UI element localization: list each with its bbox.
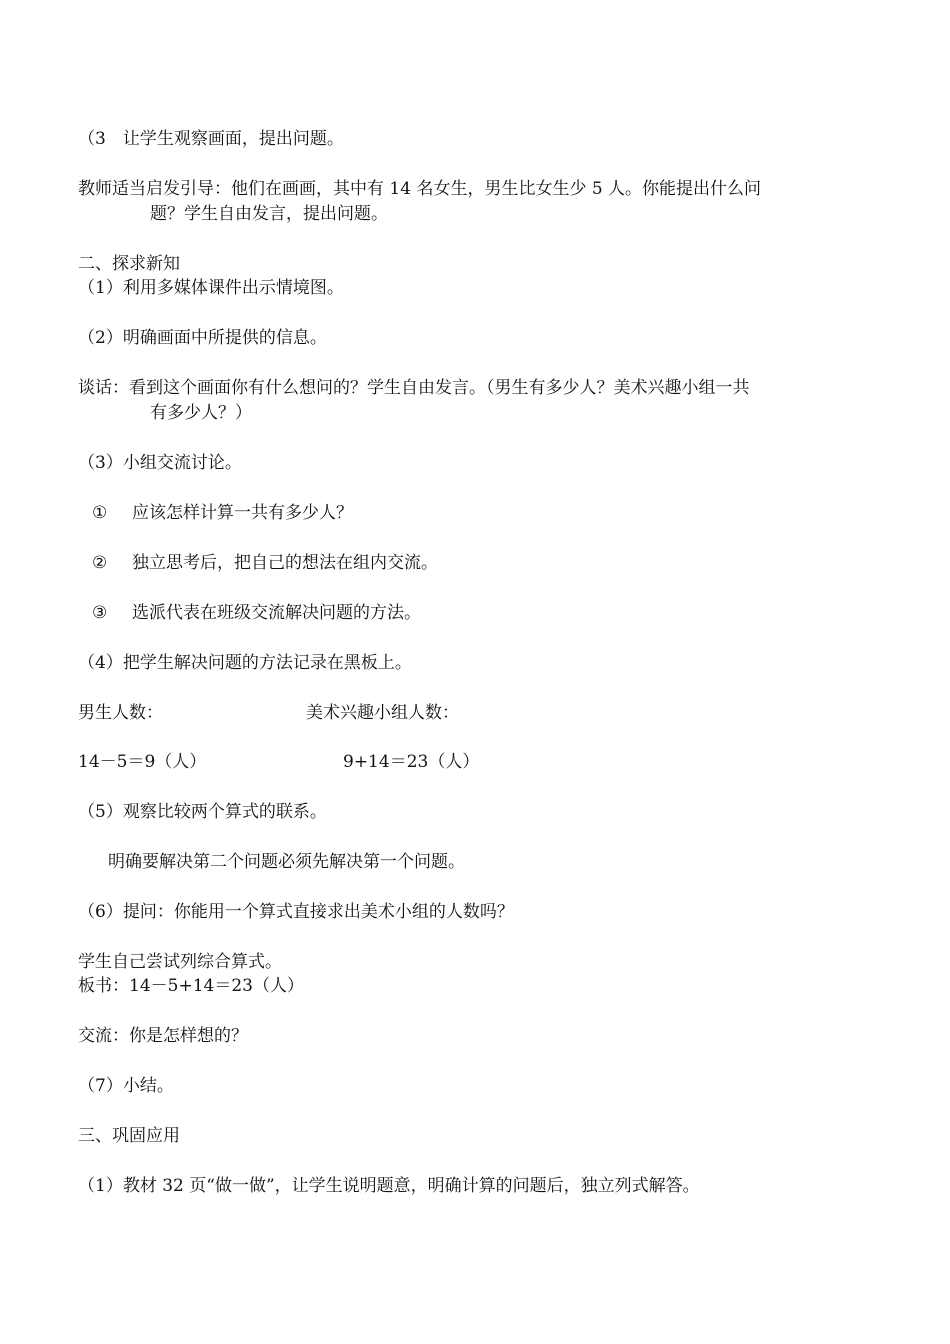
- step-3-observe: （3 让学生观察画面，提出问题。: [78, 129, 344, 149]
- exchange-question: 交流：你是怎样想的？: [78, 1026, 248, 1046]
- item-3-group-discussion: （3）小组交流讨论。: [78, 453, 242, 473]
- boys-count-label: 男生人数：: [78, 703, 163, 723]
- talk-line2: 有多少人？）: [150, 403, 252, 423]
- item-4-record-methods: （4）把学生解决问题的方法记录在黑板上。: [78, 653, 412, 673]
- teacher-guidance-line2: 题？学生自由发言，提出问题。: [150, 204, 388, 224]
- sub-item-2-text: 独立思考后，把自己的想法在组内交流。: [132, 553, 438, 573]
- item-2-clarify-info: （2）明确画面中所提供的信息。: [78, 328, 327, 348]
- item-6-question: （6）提问：你能用一个算式直接求出美术小组的人数吗？: [78, 902, 514, 922]
- section-heading-2: 二、探求新知: [78, 254, 180, 274]
- talk-line1: 谈话：看到这个画面你有什么想问的？学生自由发言。（男生有多少人？美术兴趣小组一共: [78, 378, 750, 398]
- board-writing: 板书：14－5+14＝23（人）: [78, 976, 304, 996]
- item-5-compare-equations: （5）观察比较两个算式的联系。: [78, 802, 327, 822]
- sub-item-2-number: ②: [92, 553, 108, 573]
- sub-item-1-text: 应该怎样计算一共有多少人？: [132, 503, 353, 523]
- item-1-show-scene: （1）利用多媒体课件出示情境图。: [78, 278, 344, 298]
- practice-item-1: （1）教材 32 页“做一做”，让学生说明题意，明确计算的问题后，独立列式解答。: [78, 1176, 700, 1196]
- section-heading-3: 三、巩固应用: [78, 1126, 180, 1146]
- item-7-summary: （7）小结。: [78, 1076, 174, 1096]
- students-try-combined: 学生自己尝试列综合算式。: [78, 952, 282, 972]
- art-group-count-equation: 9+14＝23（人）: [343, 752, 480, 772]
- teacher-guidance-line1: 教师适当启发引导：他们在画画，其中有 14 名女生，男生比女生少 5 人。你能提出什么问: [78, 179, 762, 199]
- clarify-two-step: 明确要解决第二个问题必须先解决第一个问题。: [108, 852, 465, 872]
- sub-item-3-text: 选派代表在班级交流解决问题的方法。: [132, 603, 421, 623]
- sub-item-3-number: ③: [92, 603, 108, 623]
- sub-item-1-number: ①: [92, 503, 108, 523]
- art-group-count-label: 美术兴趣小组人数：: [306, 703, 459, 723]
- boys-count-equation: 14－5＝9（人）: [78, 752, 207, 772]
